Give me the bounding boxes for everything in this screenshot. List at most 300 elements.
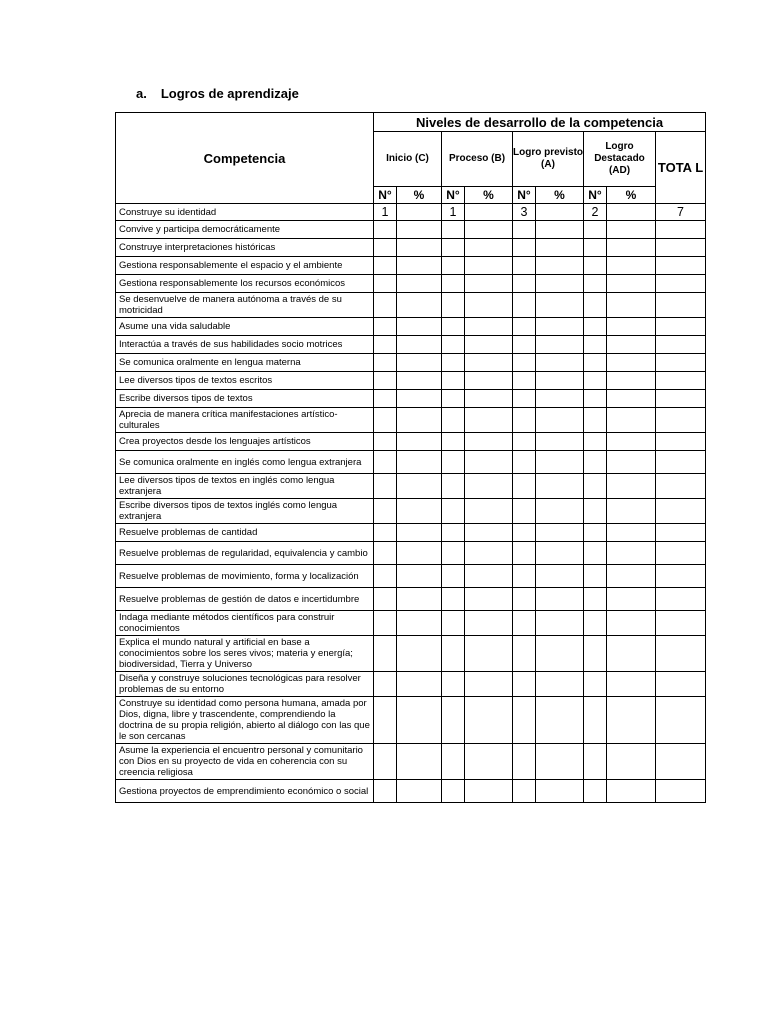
percent-cell [397, 354, 442, 372]
percent-cell [536, 636, 584, 672]
count-cell [513, 636, 536, 672]
count-cell [374, 542, 397, 565]
percent-cell [465, 408, 513, 433]
count-cell [374, 354, 397, 372]
count-cell [513, 672, 536, 697]
count-cell [374, 390, 397, 408]
percent-cell [465, 204, 513, 221]
count-cell [584, 611, 607, 636]
count-cell [584, 408, 607, 433]
competencia-cell: Se desenvuelve de manera autónoma a través de su motricidad [116, 293, 374, 318]
sub-header-pct: % [536, 187, 584, 204]
sub-header-n: N° [374, 187, 397, 204]
count-cell [374, 408, 397, 433]
count-cell [442, 257, 465, 275]
table-row [116, 524, 706, 542]
count-cell [442, 408, 465, 433]
sub-header-n: N° [584, 187, 607, 204]
percent-cell [607, 293, 656, 318]
percent-cell [397, 433, 442, 451]
count-cell [513, 780, 536, 803]
total-cell [656, 275, 706, 293]
percent-cell [465, 697, 513, 744]
count-cell [584, 275, 607, 293]
percent-cell [465, 354, 513, 372]
count-cell [442, 354, 465, 372]
count-cell [513, 611, 536, 636]
competencia-cell: Asume una vida saludable [116, 318, 374, 336]
percent-cell [397, 204, 442, 221]
sub-header-pct: % [397, 187, 442, 204]
competencia-cell: Escribe diversos tipos de textos [116, 390, 374, 408]
percent-cell [465, 780, 513, 803]
competencia-cell: Diseña y construye soluciones tecnológicas para resolver problemas de su entorno [116, 672, 374, 697]
count-cell [442, 636, 465, 672]
count-cell [584, 433, 607, 451]
count-cell [513, 697, 536, 744]
competencia-cell: Construye su identidad como persona humana, amada por Dios, digna, libre y trascendente, comprendiendo la doctrina de su propia religión, abierto al diálogo con las que le son cercanas [116, 697, 374, 744]
competencia-cell: Asume la experiencia el encuentro personal y comunitario con Dios en su proyecto de vida en coherencia con su creencia religiosa [116, 744, 374, 780]
percent-cell [397, 372, 442, 390]
percent-cell [607, 524, 656, 542]
competencia-cell: Escribe diversos tipos de textos inglés como lengua extranjera [116, 499, 374, 524]
total-cell [656, 390, 706, 408]
total-cell [656, 780, 706, 803]
count-cell [513, 524, 536, 542]
count-cell [374, 611, 397, 636]
percent-cell [607, 204, 656, 221]
percent-cell [536, 672, 584, 697]
percent-cell [536, 204, 584, 221]
percent-cell [607, 354, 656, 372]
percent-cell [607, 257, 656, 275]
count-cell [513, 293, 536, 318]
competencia-cell: Convive y participa democráticamente [116, 221, 374, 239]
count-cell [513, 433, 536, 451]
total-cell [656, 372, 706, 390]
count-cell [584, 354, 607, 372]
count-cell [442, 372, 465, 390]
count-cell [374, 293, 397, 318]
percent-cell [465, 390, 513, 408]
count-cell [584, 636, 607, 672]
table-row [116, 275, 706, 293]
competencia-cell: Lee diversos tipos de textos en inglés como lengua extranjera [116, 474, 374, 499]
count-cell [584, 780, 607, 803]
sub-header-pct: % [465, 187, 513, 204]
table-body [116, 204, 706, 803]
percent-cell [607, 499, 656, 524]
section-heading [136, 86, 299, 101]
percent-cell [397, 499, 442, 524]
count-cell [584, 542, 607, 565]
percent-cell [465, 433, 513, 451]
total-cell [656, 318, 706, 336]
table-row [116, 542, 706, 565]
percent-cell [397, 474, 442, 499]
percent-cell [607, 474, 656, 499]
table-row [116, 565, 706, 588]
table-row [116, 336, 706, 354]
percent-cell [607, 780, 656, 803]
count-cell [513, 474, 536, 499]
competencia-cell: Resuelve problemas de regularidad, equivalencia y cambio [116, 542, 374, 565]
percent-cell [607, 672, 656, 697]
count-cell [584, 524, 607, 542]
count-cell [374, 239, 397, 257]
level-header-logro-previsto: Logro previsto (A) [513, 132, 584, 187]
competencia-cell: Gestiona proyectos de emprendimiento económico o social [116, 780, 374, 803]
competencia-cell: Resuelve problemas de movimiento, forma y localización [116, 565, 374, 588]
count-cell [442, 672, 465, 697]
count-cell [584, 697, 607, 744]
count-cell [374, 697, 397, 744]
table-row [116, 672, 706, 697]
count-cell [442, 697, 465, 744]
total-cell [656, 257, 706, 275]
percent-cell [397, 318, 442, 336]
total-cell [656, 293, 706, 318]
count-cell [374, 565, 397, 588]
count-cell [513, 588, 536, 611]
percent-cell [607, 275, 656, 293]
total-cell [656, 221, 706, 239]
percent-cell [536, 451, 584, 474]
count-cell [513, 275, 536, 293]
percent-cell [536, 257, 584, 275]
percent-cell [607, 588, 656, 611]
total-cell [656, 451, 706, 474]
competencia-cell: Crea proyectos desde los lenguajes artísticos [116, 433, 374, 451]
total-cell [656, 499, 706, 524]
count-cell [513, 221, 536, 239]
count-cell: 2 [584, 204, 607, 221]
count-cell [584, 474, 607, 499]
count-cell [442, 474, 465, 499]
total-cell [656, 408, 706, 433]
total-cell [656, 744, 706, 780]
percent-cell [465, 257, 513, 275]
percent-cell [607, 542, 656, 565]
competencia-cell: Interactúa a través de sus habilidades socio motrices [116, 336, 374, 354]
percent-cell [536, 433, 584, 451]
competencia-cell: Lee diversos tipos de textos escritos [116, 372, 374, 390]
total-cell [656, 611, 706, 636]
percent-cell [397, 588, 442, 611]
percent-cell [465, 565, 513, 588]
percent-cell [607, 697, 656, 744]
table-row [116, 372, 706, 390]
percent-cell [536, 499, 584, 524]
percent-cell [536, 611, 584, 636]
total-cell [656, 524, 706, 542]
competencia-cell: Construye interpretaciones históricas [116, 239, 374, 257]
count-cell [442, 524, 465, 542]
percent-cell [607, 408, 656, 433]
percent-cell [465, 744, 513, 780]
percent-cell [607, 611, 656, 636]
sub-header-pct: % [607, 187, 656, 204]
percent-cell [397, 293, 442, 318]
table-row [116, 474, 706, 499]
percent-cell [397, 611, 442, 636]
competencia-cell: Gestiona responsablemente los recursos económicos [116, 275, 374, 293]
total-cell [656, 636, 706, 672]
section-marker: a. [136, 86, 147, 101]
count-cell [584, 744, 607, 780]
percent-cell [536, 239, 584, 257]
percent-cell [536, 293, 584, 318]
competencia-cell: Se comunica oralmente en inglés como lengua extranjera [116, 451, 374, 474]
count-cell [584, 257, 607, 275]
percent-cell [397, 565, 442, 588]
count-cell [374, 499, 397, 524]
percent-cell [536, 372, 584, 390]
percent-cell [397, 524, 442, 542]
percent-cell [465, 672, 513, 697]
percent-cell [536, 275, 584, 293]
count-cell [374, 780, 397, 803]
table-row [116, 354, 706, 372]
count-cell [513, 257, 536, 275]
level-header-logro-destacado: Logro Destacado (AD) [584, 132, 656, 187]
table-row [116, 408, 706, 433]
table-row [116, 611, 706, 636]
percent-cell [536, 221, 584, 239]
percent-cell [397, 780, 442, 803]
percent-cell [397, 390, 442, 408]
count-cell [584, 451, 607, 474]
count-cell [584, 293, 607, 318]
count-cell [442, 499, 465, 524]
percent-cell [536, 697, 584, 744]
percent-cell [465, 524, 513, 542]
learning-achievements-table [115, 112, 706, 803]
percent-cell [465, 499, 513, 524]
percent-cell [465, 293, 513, 318]
table-row [116, 221, 706, 239]
count-cell [374, 588, 397, 611]
percent-cell [465, 451, 513, 474]
count-cell: 1 [442, 204, 465, 221]
percent-cell [397, 672, 442, 697]
percent-cell [397, 636, 442, 672]
total-header: TOTA L [656, 132, 706, 204]
count-cell [584, 499, 607, 524]
percent-cell [397, 451, 442, 474]
percent-cell [397, 408, 442, 433]
count-cell [442, 293, 465, 318]
percent-cell [536, 780, 584, 803]
total-cell [656, 565, 706, 588]
total-cell [656, 336, 706, 354]
count-cell [442, 336, 465, 354]
percent-cell [465, 372, 513, 390]
percent-cell [607, 636, 656, 672]
count-cell [374, 318, 397, 336]
total-cell [656, 354, 706, 372]
count-cell [442, 318, 465, 336]
table-row [116, 433, 706, 451]
count-cell [584, 565, 607, 588]
section-title: Logros de aprendizaje [160, 86, 299, 101]
level-header-proceso: Proceso (B) [442, 132, 513, 187]
count-cell [442, 565, 465, 588]
table-row [116, 780, 706, 803]
percent-cell [607, 318, 656, 336]
percent-cell [607, 239, 656, 257]
count-cell [584, 372, 607, 390]
count-cell [442, 542, 465, 565]
table-row [116, 499, 706, 524]
percent-cell [397, 542, 442, 565]
percent-cell [536, 744, 584, 780]
count-cell [374, 336, 397, 354]
count-cell [374, 451, 397, 474]
sub-header-n: N° [442, 187, 465, 204]
count-cell [374, 433, 397, 451]
percent-cell [607, 565, 656, 588]
percent-cell [607, 744, 656, 780]
percent-cell [536, 474, 584, 499]
count-cell [513, 336, 536, 354]
total-cell [656, 433, 706, 451]
count-cell [513, 239, 536, 257]
level-header-inicio: Inicio (C) [374, 132, 442, 187]
count-cell [584, 336, 607, 354]
count-cell [374, 221, 397, 239]
count-cell [442, 588, 465, 611]
count-cell [513, 451, 536, 474]
percent-cell [397, 744, 442, 780]
sub-header-n: N° [513, 187, 536, 204]
count-cell [584, 588, 607, 611]
competencia-cell: Resuelve problemas de cantidad [116, 524, 374, 542]
competencia-cell: Se comunica oralmente en lengua materna [116, 354, 374, 372]
percent-cell [465, 336, 513, 354]
percent-cell [536, 565, 584, 588]
total-cell [656, 239, 706, 257]
table-row [116, 588, 706, 611]
count-cell [442, 221, 465, 239]
competencia-cell: Gestiona responsablemente el espacio y el ambiente [116, 257, 374, 275]
count-cell [584, 672, 607, 697]
percent-cell [465, 611, 513, 636]
niveles-header: Niveles de desarrollo de la competencia [374, 113, 706, 132]
count-cell [513, 318, 536, 336]
total-cell [656, 672, 706, 697]
percent-cell [607, 451, 656, 474]
percent-cell [536, 318, 584, 336]
count-cell [442, 780, 465, 803]
percent-cell [536, 336, 584, 354]
competencia-cell: Indaga mediante métodos científicos para construir conocimientos [116, 611, 374, 636]
count-cell [513, 565, 536, 588]
count-cell [584, 318, 607, 336]
percent-cell [536, 354, 584, 372]
percent-cell [536, 588, 584, 611]
competencia-cell: Explica el mundo natural y artificial en base a conocimientos sobre los seres vivos; materia y energía; biodiversidad, Tierra y Universo [116, 636, 374, 672]
count-cell [374, 257, 397, 275]
percent-cell [536, 390, 584, 408]
count-cell [584, 390, 607, 408]
count-cell [513, 542, 536, 565]
count-cell [513, 408, 536, 433]
percent-cell [607, 390, 656, 408]
total-cell [656, 697, 706, 744]
count-cell [442, 611, 465, 636]
count-cell [513, 390, 536, 408]
percent-cell [465, 542, 513, 565]
table-row [116, 390, 706, 408]
percent-cell [536, 542, 584, 565]
count-cell [442, 390, 465, 408]
percent-cell [607, 433, 656, 451]
percent-cell [465, 318, 513, 336]
competencia-header: Competencia [116, 113, 374, 204]
table-row [116, 744, 706, 780]
table-row [116, 318, 706, 336]
count-cell: 1 [374, 204, 397, 221]
table-row [116, 451, 706, 474]
percent-cell [397, 336, 442, 354]
percent-cell [397, 275, 442, 293]
count-cell [374, 474, 397, 499]
count-cell [513, 499, 536, 524]
percent-cell [536, 524, 584, 542]
count-cell [513, 744, 536, 780]
percent-cell [536, 408, 584, 433]
percent-cell [607, 336, 656, 354]
percent-cell [465, 636, 513, 672]
percent-cell [607, 372, 656, 390]
count-cell [442, 239, 465, 257]
total-cell [656, 542, 706, 565]
count-cell [513, 372, 536, 390]
total-cell [656, 474, 706, 499]
percent-cell [465, 239, 513, 257]
count-cell [374, 636, 397, 672]
percent-cell [465, 221, 513, 239]
table-row [116, 204, 706, 221]
count-cell [442, 451, 465, 474]
percent-cell [397, 239, 442, 257]
count-cell [584, 221, 607, 239]
table-row [116, 239, 706, 257]
total-cell: 7 [656, 204, 706, 221]
table-row [116, 636, 706, 672]
table-row [116, 257, 706, 275]
percent-cell [397, 257, 442, 275]
count-cell [374, 275, 397, 293]
competencia-cell: Construye su identidad [116, 204, 374, 221]
count-cell [442, 275, 465, 293]
count-cell [442, 433, 465, 451]
count-cell: 3 [513, 204, 536, 221]
count-cell [374, 524, 397, 542]
table-row [116, 697, 706, 744]
total-cell [656, 588, 706, 611]
count-cell [513, 354, 536, 372]
count-cell [584, 239, 607, 257]
percent-cell [465, 275, 513, 293]
percent-cell [607, 221, 656, 239]
percent-cell [465, 588, 513, 611]
competencia-cell: Aprecia de manera crítica manifestaciones artístico-culturales [116, 408, 374, 433]
count-cell [374, 372, 397, 390]
count-cell [374, 672, 397, 697]
competencia-cell: Resuelve problemas de gestión de datos e incertidumbre [116, 588, 374, 611]
